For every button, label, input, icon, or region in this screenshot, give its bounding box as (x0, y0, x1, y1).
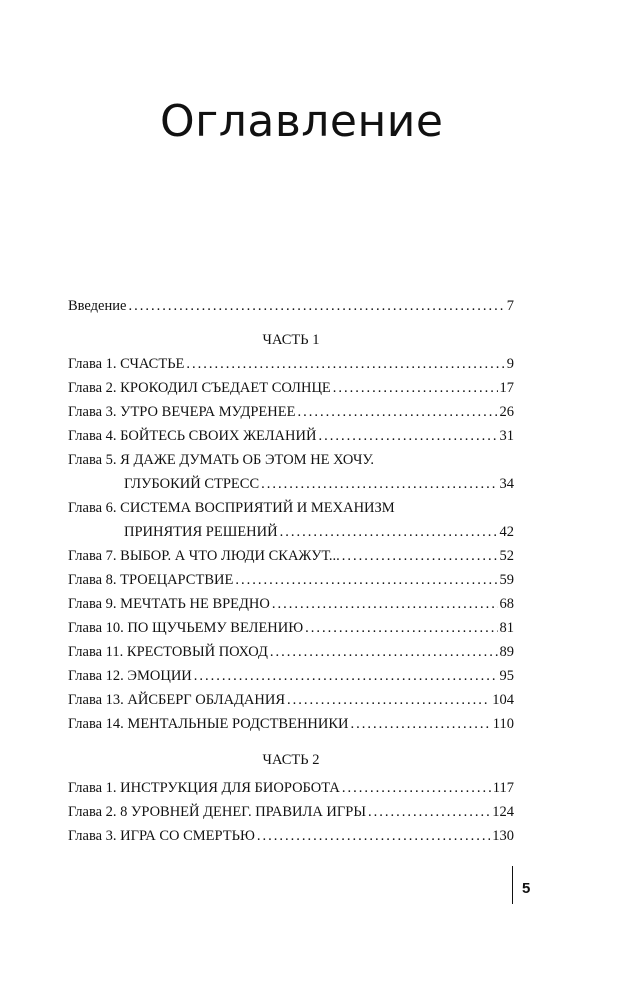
toc-entry-page: 59 (499, 572, 514, 588)
toc-entry-introduction[interactable] (68, 296, 514, 316)
toc-entry-label: Глава 3. УТРО ВЕЧЕРА МУДРЕНЕЕ (68, 404, 296, 420)
toc-entry-label: Глава 3. ИГРА СО СМЕРТЬЮ (68, 828, 255, 844)
toc-entry-part1-ch7[interactable] (68, 546, 514, 566)
toc-entry-part1-ch5-cont[interactable] (68, 474, 514, 494)
toc-entry-label: Глава 14. МЕНТАЛЬНЫЕ РОДСТВЕННИКИ (68, 716, 349, 732)
dot-leader (287, 690, 490, 710)
toc-entry-page: 68 (499, 596, 514, 612)
toc-entry-page: 34 (499, 476, 514, 492)
toc-entry-page: 9 (506, 356, 514, 372)
toc-entry-part1-ch14[interactable] (68, 714, 514, 734)
toc-entry-label: Глава 11. КРЕСТОВЫЙ ПОХОД (68, 644, 268, 660)
toc-entry-page: 124 (492, 804, 514, 820)
dot-leader (272, 594, 498, 614)
toc-entry-part1-ch3[interactable] (68, 402, 514, 422)
toc-entry-label-cont: ПРИНЯТИЯ РЕШЕНИЙ (124, 524, 278, 540)
toc-entry-page: 117 (492, 780, 514, 796)
toc-entry-label: Глава 1. ИНСТРУКЦИЯ ДЛЯ БИОРОБОТА (68, 780, 340, 796)
toc-entry-page: 17 (499, 380, 514, 396)
toc-entry-page: 52 (499, 548, 514, 564)
toc-entry-page: 89 (499, 644, 514, 660)
toc-entry-label: Глава 2. 8 УРОВНЕЙ ДЕНЕГ. ПРАВИЛА ИГРЫ (68, 804, 366, 820)
toc-entry-part1-ch1[interactable] (68, 354, 514, 374)
dot-leader (342, 778, 491, 798)
toc-entry-part1-ch6[interactable] (68, 498, 514, 518)
dot-leader (351, 714, 491, 734)
toc-entry-label: Глава 1. СЧАСТЬЕ (68, 356, 185, 372)
dot-leader (318, 426, 497, 446)
toc-entry-part1-ch8[interactable] (68, 570, 514, 590)
toc-entry-label-cont: ГЛУБОКИЙ СТРЕСС (124, 476, 260, 492)
part-2-heading: ЧАСТЬ 2 (262, 752, 320, 768)
dot-leader (257, 826, 490, 846)
toc-entry-part1-ch11[interactable] (68, 642, 514, 662)
dot-leader (305, 618, 497, 638)
toc-entry-part1-ch5[interactable] (68, 450, 514, 470)
toc-entry-page: 130 (492, 828, 514, 844)
page-title: Оглавление (160, 96, 444, 147)
toc-entry-part2-ch1[interactable] (68, 778, 514, 798)
dot-leader (235, 570, 497, 590)
toc-entry-label: Глава 9. МЕЧТАТЬ НЕ ВРЕДНО (68, 596, 270, 612)
page-number-rule (512, 866, 513, 904)
toc-entry-label: Глава 10. ПО ЩУЧЬЕМУ ВЕЛЕНИЮ (68, 620, 304, 636)
toc-entry-page: 42 (499, 524, 514, 540)
toc-entry-label: Глава 4. БОЙТЕСЬ СВОИХ ЖЕЛАНИЙ (68, 428, 317, 444)
page-number: 5 (522, 880, 531, 897)
toc-entry-label: Глава 5. Я ДАЖЕ ДУМАТЬ ОБ ЭТОМ НЕ ХОЧУ. (68, 452, 374, 468)
toc-entry-part1-ch4[interactable] (68, 426, 514, 446)
toc-entry-page: 26 (499, 404, 514, 420)
toc-entry-part2-ch2[interactable] (68, 802, 514, 822)
toc-entry-label: Введение (68, 298, 127, 314)
dot-leader (280, 522, 498, 542)
dot-leader (368, 802, 490, 822)
dot-leader (128, 296, 504, 316)
toc-entry-page: 31 (499, 428, 514, 444)
toc-entry-part1-ch2[interactable] (68, 378, 514, 398)
toc-entry-part1-ch10[interactable] (68, 618, 514, 638)
dot-leader (333, 378, 498, 398)
toc-entry-label: Глава 8. ТРОЕЦАРСТВИЕ (68, 572, 234, 588)
toc-entry-part1-ch6-cont[interactable] (68, 522, 514, 542)
toc-entry-part1-ch13[interactable] (68, 690, 514, 710)
dot-leader (261, 474, 497, 494)
toc-entry-page: 7 (506, 298, 514, 314)
toc-entry-page: 95 (499, 668, 514, 684)
toc-entry-part2-ch3[interactable] (68, 826, 514, 846)
toc-entry-page: 110 (492, 716, 514, 732)
toc-entry-page: 104 (492, 692, 514, 708)
dot-leader (342, 546, 498, 566)
toc-entry-label: Глава 2. КРОКОДИЛ СЪЕДАЕТ СОЛНЦЕ (68, 380, 331, 396)
toc-entry-page: 81 (499, 620, 514, 636)
toc-entry-label: Глава 7. ВЫБОР. А ЧТО ЛЮДИ СКАЖУТ... (68, 548, 340, 564)
dot-leader (186, 354, 504, 374)
toc-entry-part1-ch9[interactable] (68, 594, 514, 614)
toc-entry-part1-ch12[interactable] (68, 666, 514, 686)
dot-leader (270, 642, 498, 662)
toc-entry-label: Глава 13. АЙСБЕРГ ОБЛАДАНИЯ (68, 692, 286, 708)
dot-leader (194, 666, 498, 686)
toc-entry-label: Глава 12. ЭМОЦИИ (68, 668, 192, 684)
dot-leader (297, 402, 497, 422)
toc-entry-label: Глава 6. СИСТЕМА ВОСПРИЯТИЙ И МЕХАНИЗМ (68, 500, 395, 516)
part-1-heading: ЧАСТЬ 1 (262, 332, 320, 348)
